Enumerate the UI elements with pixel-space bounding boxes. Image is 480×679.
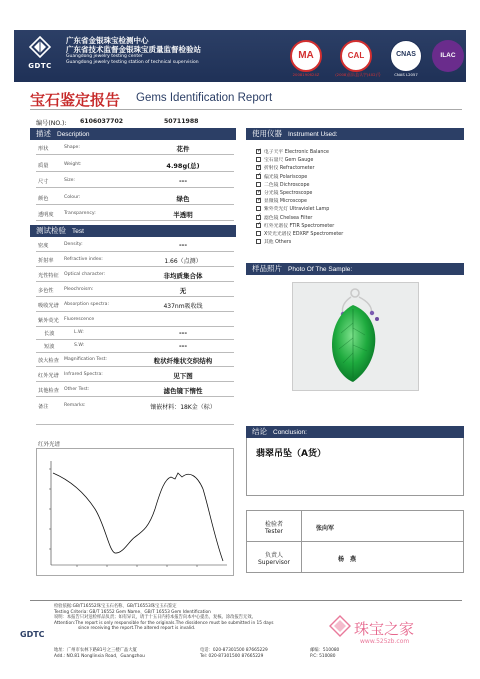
row-label-en: Weight: (64, 161, 82, 167)
test-row (36, 238, 234, 252)
supervisor-label-cn: 负责人 (264, 552, 283, 559)
checkbox-icon (256, 215, 261, 220)
row-label-cn: 颜色 (38, 195, 49, 202)
description-row (36, 207, 234, 221)
header-org-name: 广东省金银珠宝检测中心 (66, 36, 149, 45)
cert2-label: (2008)国认监认字(402)号 (335, 72, 381, 77)
row-label-en: Infrared Spectra: (64, 372, 103, 377)
supervisor-name: 杨 燕 (338, 556, 357, 563)
row-label-cn: 备注 (38, 404, 49, 410)
instrument-item (256, 173, 307, 181)
test-row (36, 326, 234, 340)
tester-label-en: Tester (265, 528, 283, 535)
conclusion-text: 翡翠吊坠（A货） (256, 449, 326, 459)
row-label-en: Transparency: (64, 211, 96, 216)
instrument-label: 二色镜 Dichroscope (264, 182, 310, 188)
row-value: 半透明 (173, 211, 193, 219)
description-row (36, 174, 234, 188)
instrument-item (256, 181, 310, 189)
row-label-cn: 吸收光谱 (38, 303, 59, 309)
row-label-en: Fluorescence (64, 317, 95, 322)
row-label-cn: 放大检查 (38, 358, 59, 364)
ilac-mark-icon (432, 40, 464, 72)
watermark-diamond-icon (328, 614, 352, 638)
footer-address (54, 648, 145, 659)
report-no-value2: 50711988 (164, 118, 199, 125)
row-label-cn: 折射率 (38, 258, 54, 264)
instrument-label: 紫外荧光灯 Ultraviolet Lamp (264, 207, 330, 213)
infrared-spectrum-chart (36, 448, 234, 576)
row-label-cn: 质量 (38, 162, 49, 169)
test-row (36, 298, 234, 312)
checkbox-icon (256, 206, 261, 211)
checkbox-icon (256, 198, 261, 203)
row-label-cn: 透明度 (38, 212, 54, 218)
checkbox-icon (256, 165, 261, 170)
footer-attention-cn: 说明：本报告只对送检样品负责；如有异议，请于十五日内持本报告向本中心提出，复核。涂改报告无效。 (54, 615, 256, 620)
row-value: --- (178, 177, 188, 185)
cma-mark-text: MA (298, 50, 314, 61)
row-label-en: Other Test: (64, 387, 90, 392)
footer-logo: GDTC (20, 630, 45, 639)
description-row (36, 191, 234, 205)
row-label-en: Pleochroism: (64, 287, 94, 292)
conclusion-section-header (246, 426, 464, 438)
diamond-logo-icon (29, 36, 51, 58)
row-label-cn: 紫外荧光 (38, 318, 59, 324)
supervisor-name-cell (301, 541, 464, 573)
row-value: 4.98g(总) (166, 161, 200, 170)
test-row (36, 353, 234, 367)
instrument-item (256, 205, 329, 213)
sample-photo (292, 282, 419, 391)
test-section-header (30, 225, 236, 237)
row-value: 粒状纤维状交织结构 (153, 357, 213, 365)
footer-tel-en: Tel: 020-87301500 87665229 (200, 653, 264, 659)
row-value: --- (178, 342, 188, 350)
test-row (36, 313, 234, 327)
instrument-item (256, 238, 291, 246)
checkbox-icon (256, 174, 261, 179)
cma-mark-icon (290, 40, 322, 72)
description-section-header (30, 128, 236, 140)
test-header-en: Test (72, 228, 84, 235)
report-title-en: Gems Identification Report (136, 92, 273, 104)
row-label-en: L.W: (74, 330, 84, 335)
description-header-cn: 描述 (36, 129, 51, 138)
instrument-label: 电子天平 Electronic Balance (264, 150, 330, 155)
row-label-en: Density: (64, 242, 83, 247)
watermark-text: 珠宝之家 (354, 620, 415, 638)
row-label-cn: 多色性 (38, 288, 54, 294)
row-value: --- (178, 329, 188, 337)
checkbox-icon (256, 190, 261, 195)
checkbox-icon (256, 182, 261, 187)
row-label-cn: 密度 (38, 243, 49, 249)
checkbox-icon (256, 231, 261, 236)
logo-text: GDTC (28, 62, 52, 70)
instrument-label: 显微镜 Microscope (264, 199, 307, 205)
photo-header-cn: 样品照片 (252, 264, 282, 273)
spectrum-label: 红外光谱 (38, 442, 61, 448)
row-label-en: Size: (64, 178, 75, 183)
instrument-label: 折射仪 Refractometer (264, 166, 315, 172)
gdtc-logo (18, 34, 62, 78)
conclusion-header-cn: 结论 (252, 427, 267, 436)
row-label-cn: 形状 (38, 146, 49, 152)
test-row (36, 368, 234, 382)
row-value: 无 (179, 287, 187, 295)
tester-label-cn: 检验者 (264, 521, 283, 528)
footer-tel (200, 648, 268, 659)
instrument-item (256, 156, 313, 164)
row-label-cn: 光性特征 (38, 273, 59, 279)
row-label-cn: 红外光谱 (38, 373, 59, 379)
instruments-header-en: Instrument Used: (288, 131, 338, 138)
instrument-item (256, 148, 329, 156)
report-no-label: 编号(NO.): (36, 120, 67, 127)
conclusion-header-en: Conclusion: (273, 429, 307, 436)
title-divider (30, 109, 462, 110)
footer-tel-cn: 电话：020-87301500 87665229 (200, 648, 268, 653)
footer-attention-en2: since receiving the report.The altered report is invalid. (78, 626, 196, 631)
test-row (36, 268, 234, 282)
row-label-cn: 尺寸 (38, 179, 49, 185)
cal-mark-icon (340, 40, 372, 72)
instruments-section-header (246, 128, 464, 140)
supervisor-label-cell (246, 541, 302, 573)
test-row (36, 383, 234, 397)
row-label-cn: 其他检查 (38, 388, 59, 394)
test-row (36, 283, 234, 297)
footer-zip (310, 648, 339, 659)
footer-attention-en: Attention:The report is only responsible for the originals.The dissidence must be submitted in 15 days (54, 620, 274, 626)
row-value: 1.66（点测） (164, 258, 202, 265)
description-header-en: Description (57, 131, 90, 138)
row-value: --- (178, 241, 188, 249)
row-value: 花件 (176, 145, 190, 153)
photo-section-header (246, 263, 464, 275)
instrument-label: 宝石量尺 Gem Gauge (264, 158, 314, 164)
footer-zip-en: P.C: 510080 (310, 653, 336, 659)
checkbox-icon (256, 157, 261, 162)
tester-name-cell (301, 510, 464, 542)
row-label-en: Colour: (64, 194, 81, 200)
row-label-cn: 长波 (44, 331, 55, 337)
row-label-en: Refractive index: (64, 257, 103, 262)
row-label-en: Absorption spectra: (64, 302, 110, 307)
instrument-item (256, 197, 307, 205)
ilac-mark-text: ILAC (440, 52, 456, 59)
instrument-item (256, 164, 314, 172)
test-row (36, 399, 234, 425)
row-label-en: Remarks: (64, 403, 86, 408)
instrument-item (256, 222, 334, 230)
row-label-en: Optical character: (64, 272, 106, 277)
footer-criteria-en: Testing Criteria: GB/T 16552 Gem Name、GB/T 16553 Gem Identification (54, 609, 211, 615)
footer-address-cn: 地址：广州市农林下路81号之三楼广晶大厦 (54, 648, 137, 653)
header-org-name-en: Guangdong jewelry testing center (66, 54, 143, 59)
row-label-en: S.W: (74, 343, 85, 348)
checkbox-icon (256, 239, 261, 244)
description-row (36, 141, 234, 155)
checkbox-icon (256, 223, 261, 228)
test-row (36, 253, 234, 267)
instrument-item (256, 189, 312, 197)
test-row (36, 339, 234, 353)
instrument-label: X荧光光谱仪 EDXRF Spectrometer (264, 232, 344, 237)
instrument-label: 滤色镜 Chelsea Filter (264, 215, 313, 221)
instrument-label: 偏光镜 Polariscope (264, 174, 308, 180)
header-station-name-en: Guangdong jewelry testing station of technical supervision (66, 60, 199, 65)
cal-mark-text: CAL (347, 51, 365, 60)
footer-divider (30, 600, 462, 601)
row-value: 滤色镜下惰性 (163, 387, 203, 395)
row-value: 437nm吸收线 (163, 303, 203, 310)
row-value: 镶嵌材料：18K金（标） (150, 404, 216, 411)
row-label-cn: 短波 (44, 344, 55, 350)
report-title-cn: 宝石鉴定报告 (30, 91, 121, 109)
instrument-label: 分光镜 Spectroscope (264, 191, 313, 196)
instrument-label: 红外光谱仪 FTIR Spectrometer (264, 223, 335, 229)
watermark-url: www.525zb.com (360, 638, 410, 645)
cnas-mark-text: CNAS (396, 51, 416, 58)
cert3-label: CNAS L2057 (394, 72, 418, 77)
instrument-item (256, 214, 312, 222)
test-header-cn: 测试检验 (36, 226, 66, 235)
row-label-en: Shape: (64, 145, 80, 150)
instrument-item (256, 230, 343, 238)
cert1-label: 2008190624Z (292, 72, 320, 77)
photo-header-en: Photo Of The Sample: (288, 266, 353, 273)
instruments-header-cn: 使用仪器 (252, 129, 282, 138)
supervisor-label-en: Supervisor (257, 559, 291, 566)
row-value: 见下图 (173, 372, 193, 380)
checkbox-icon (256, 149, 261, 154)
tester-label-cell (246, 510, 302, 542)
description-row (36, 158, 234, 172)
row-label-en: Magnification Test: (64, 357, 107, 362)
footer-zip-cn: 邮编：510080 (310, 648, 340, 653)
footer-address-en: Add.: NO.81 Nonglinxia Road，Guangzhou (54, 653, 145, 659)
jade-pendant-image (293, 283, 418, 390)
spectrum-curve-svg (37, 449, 233, 575)
report-no-value: 6106037702 (80, 118, 124, 125)
header-text (66, 36, 201, 66)
row-value: 非均质集合体 (163, 272, 203, 280)
tester-name: 张向军 (316, 525, 335, 532)
footer-criteria-cn: 检验依据:GB/T16552珠宝玉石名称、GB/T16553珠宝玉石鉴定 (54, 604, 177, 609)
cnas-mark-icon (390, 40, 422, 72)
header-station-name: 广东省技术监督金银珠宝质量监督检验站 (66, 45, 201, 54)
instrument-label: 其他 Others (264, 240, 292, 246)
row-value: 绿色 (176, 194, 190, 203)
